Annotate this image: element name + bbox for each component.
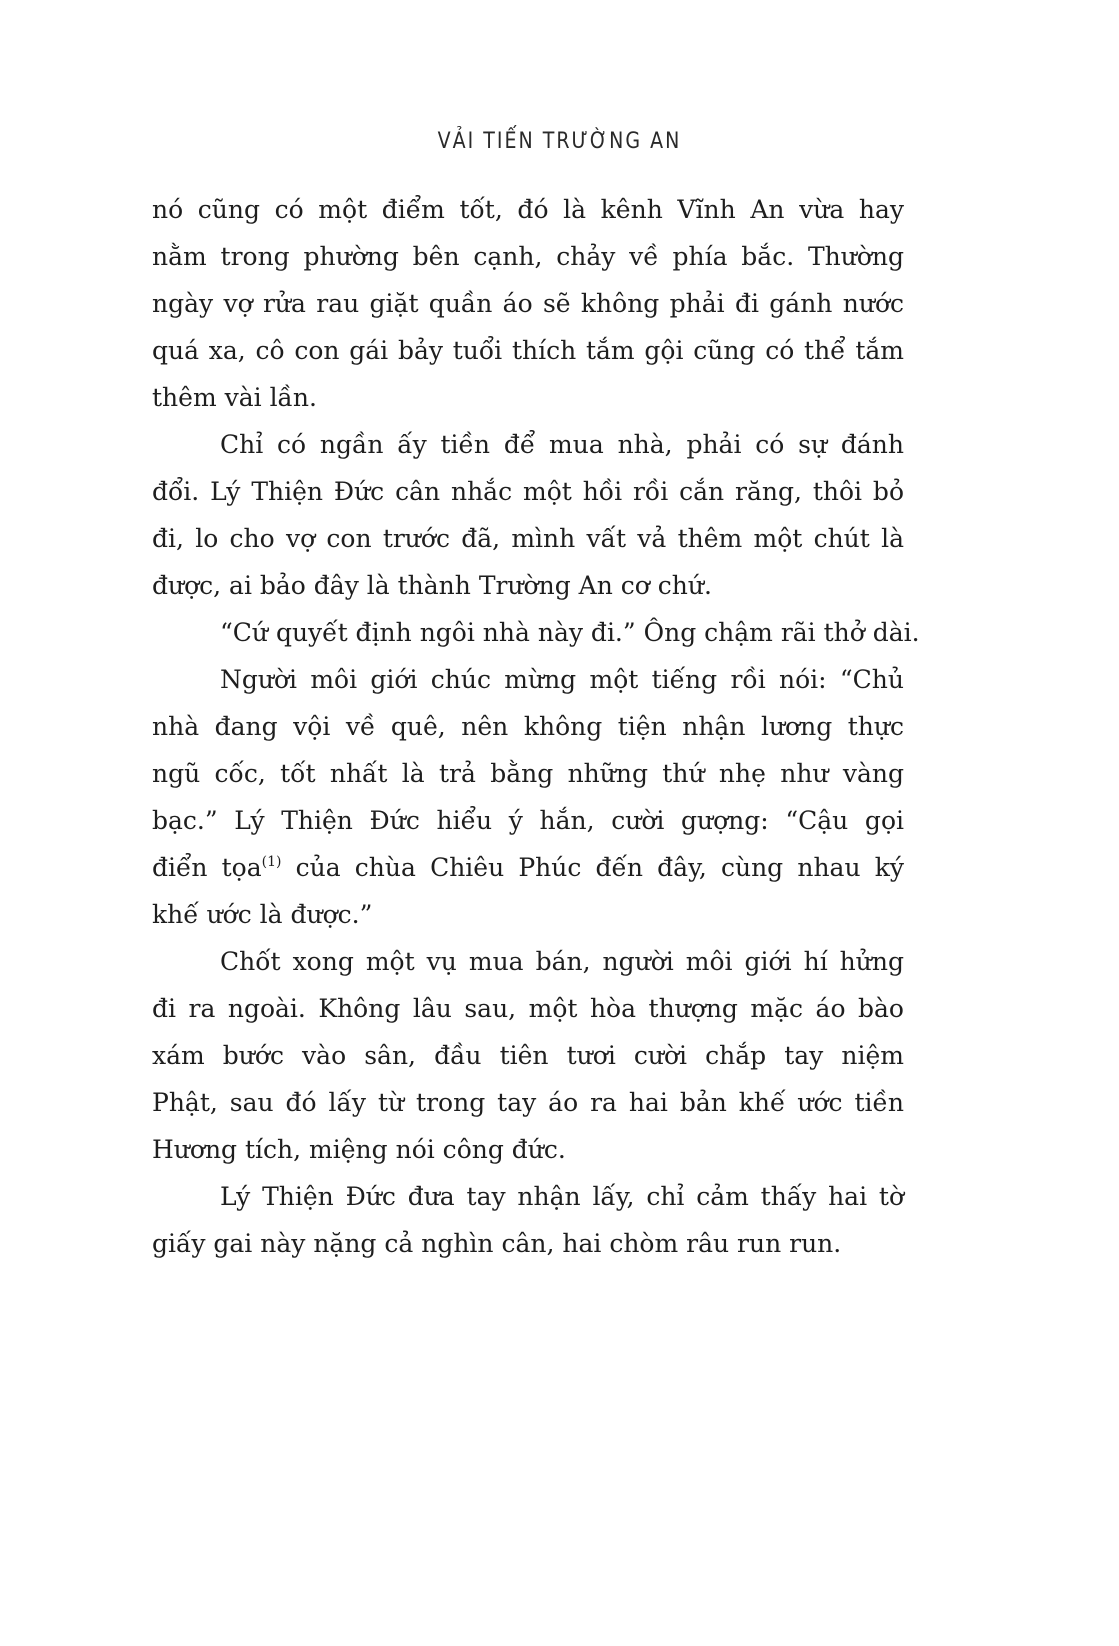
body-text	[152, 186, 920, 1267]
text-line: đi, lo cho vợ con trước đã, mình vất vả thêm một chút là	[152, 524, 904, 553]
text-line: nhà đang vội về quê, nên không tiện nhận lương thực	[152, 712, 904, 741]
paragraph-1	[152, 186, 904, 421]
paragraph-5	[152, 938, 904, 1173]
text-line: ngũ cốc, tốt nhất là trả bằng những thứ nhẹ như vàng	[152, 759, 904, 788]
text-line: Người môi giới chúc mừng một tiếng rồi nói: “Chủ	[220, 665, 904, 694]
text-line: ngày vợ rửa rau giặt quần áo sẽ không phải đi gánh nước	[152, 289, 904, 318]
footnote-line-start: điển tọa	[152, 853, 262, 882]
text-line: xám bước vào sân, đầu tiên tươi cười chắp tay niệm	[152, 1041, 904, 1070]
footnote-marker[interactable]: (1)	[261, 854, 282, 870]
text-line: được, ai bảo đây là thành Trường An cơ chứ.	[152, 571, 712, 600]
paragraph-2	[152, 421, 904, 609]
text-line: quá xa, cô con gái bảy tuổi thích tắm gội cũng có thể tắm	[152, 336, 904, 365]
running-header: VẢI TIẾN TRƯỜNG AN	[437, 128, 682, 154]
paragraph-6	[152, 1173, 904, 1267]
footnote-line-end: của chùa Chiêu Phúc đến đây, cùng nhau ký	[281, 853, 904, 882]
text-line: đổi. Lý Thiện Đức cân nhắc một hồi rồi cắn răng, thôi bỏ	[152, 477, 904, 506]
text-line: “Cứ quyết định ngôi nhà này đi.” Ông chậm rãi thở dài.	[220, 618, 920, 647]
text-line: nằm trong phường bên cạnh, chảy về phía bắc. Thường	[152, 242, 904, 271]
text-line: giấy gai này nặng cả nghìn cân, hai chòm râu run run.	[152, 1229, 842, 1258]
text-line: khế ước là được.”	[152, 900, 373, 929]
text-line: Phật, sau đó lấy từ trong tay áo ra hai bản khế ước tiền	[152, 1088, 904, 1117]
paragraph-3	[152, 609, 920, 656]
text-line-with-footnote	[152, 844, 904, 891]
text-line: Hương tích, miệng nói công đức.	[152, 1135, 566, 1164]
text-line: nó cũng có một điểm tốt, đó là kênh Vĩnh An vừa hay	[152, 195, 904, 224]
text-line: thêm vài lần.	[152, 383, 317, 412]
text-line: Chốt xong một vụ mua bán, người môi giới hí hửng	[220, 947, 904, 976]
paragraph-4	[152, 656, 904, 938]
text-line: Lý Thiện Đức đưa tay nhận lấy, chỉ cảm thấy hai tờ	[220, 1182, 904, 1211]
text-line: đi ra ngoài. Không lâu sau, một hòa thượng mặc áo bào	[152, 994, 904, 1023]
text-line: Chỉ có ngần ấy tiền để mua nhà, phải có sự đánh	[220, 430, 904, 459]
text-line: bạc.” Lý Thiện Đức hiểu ý hắn, cười gượng: “Cậu gọi	[152, 806, 904, 835]
